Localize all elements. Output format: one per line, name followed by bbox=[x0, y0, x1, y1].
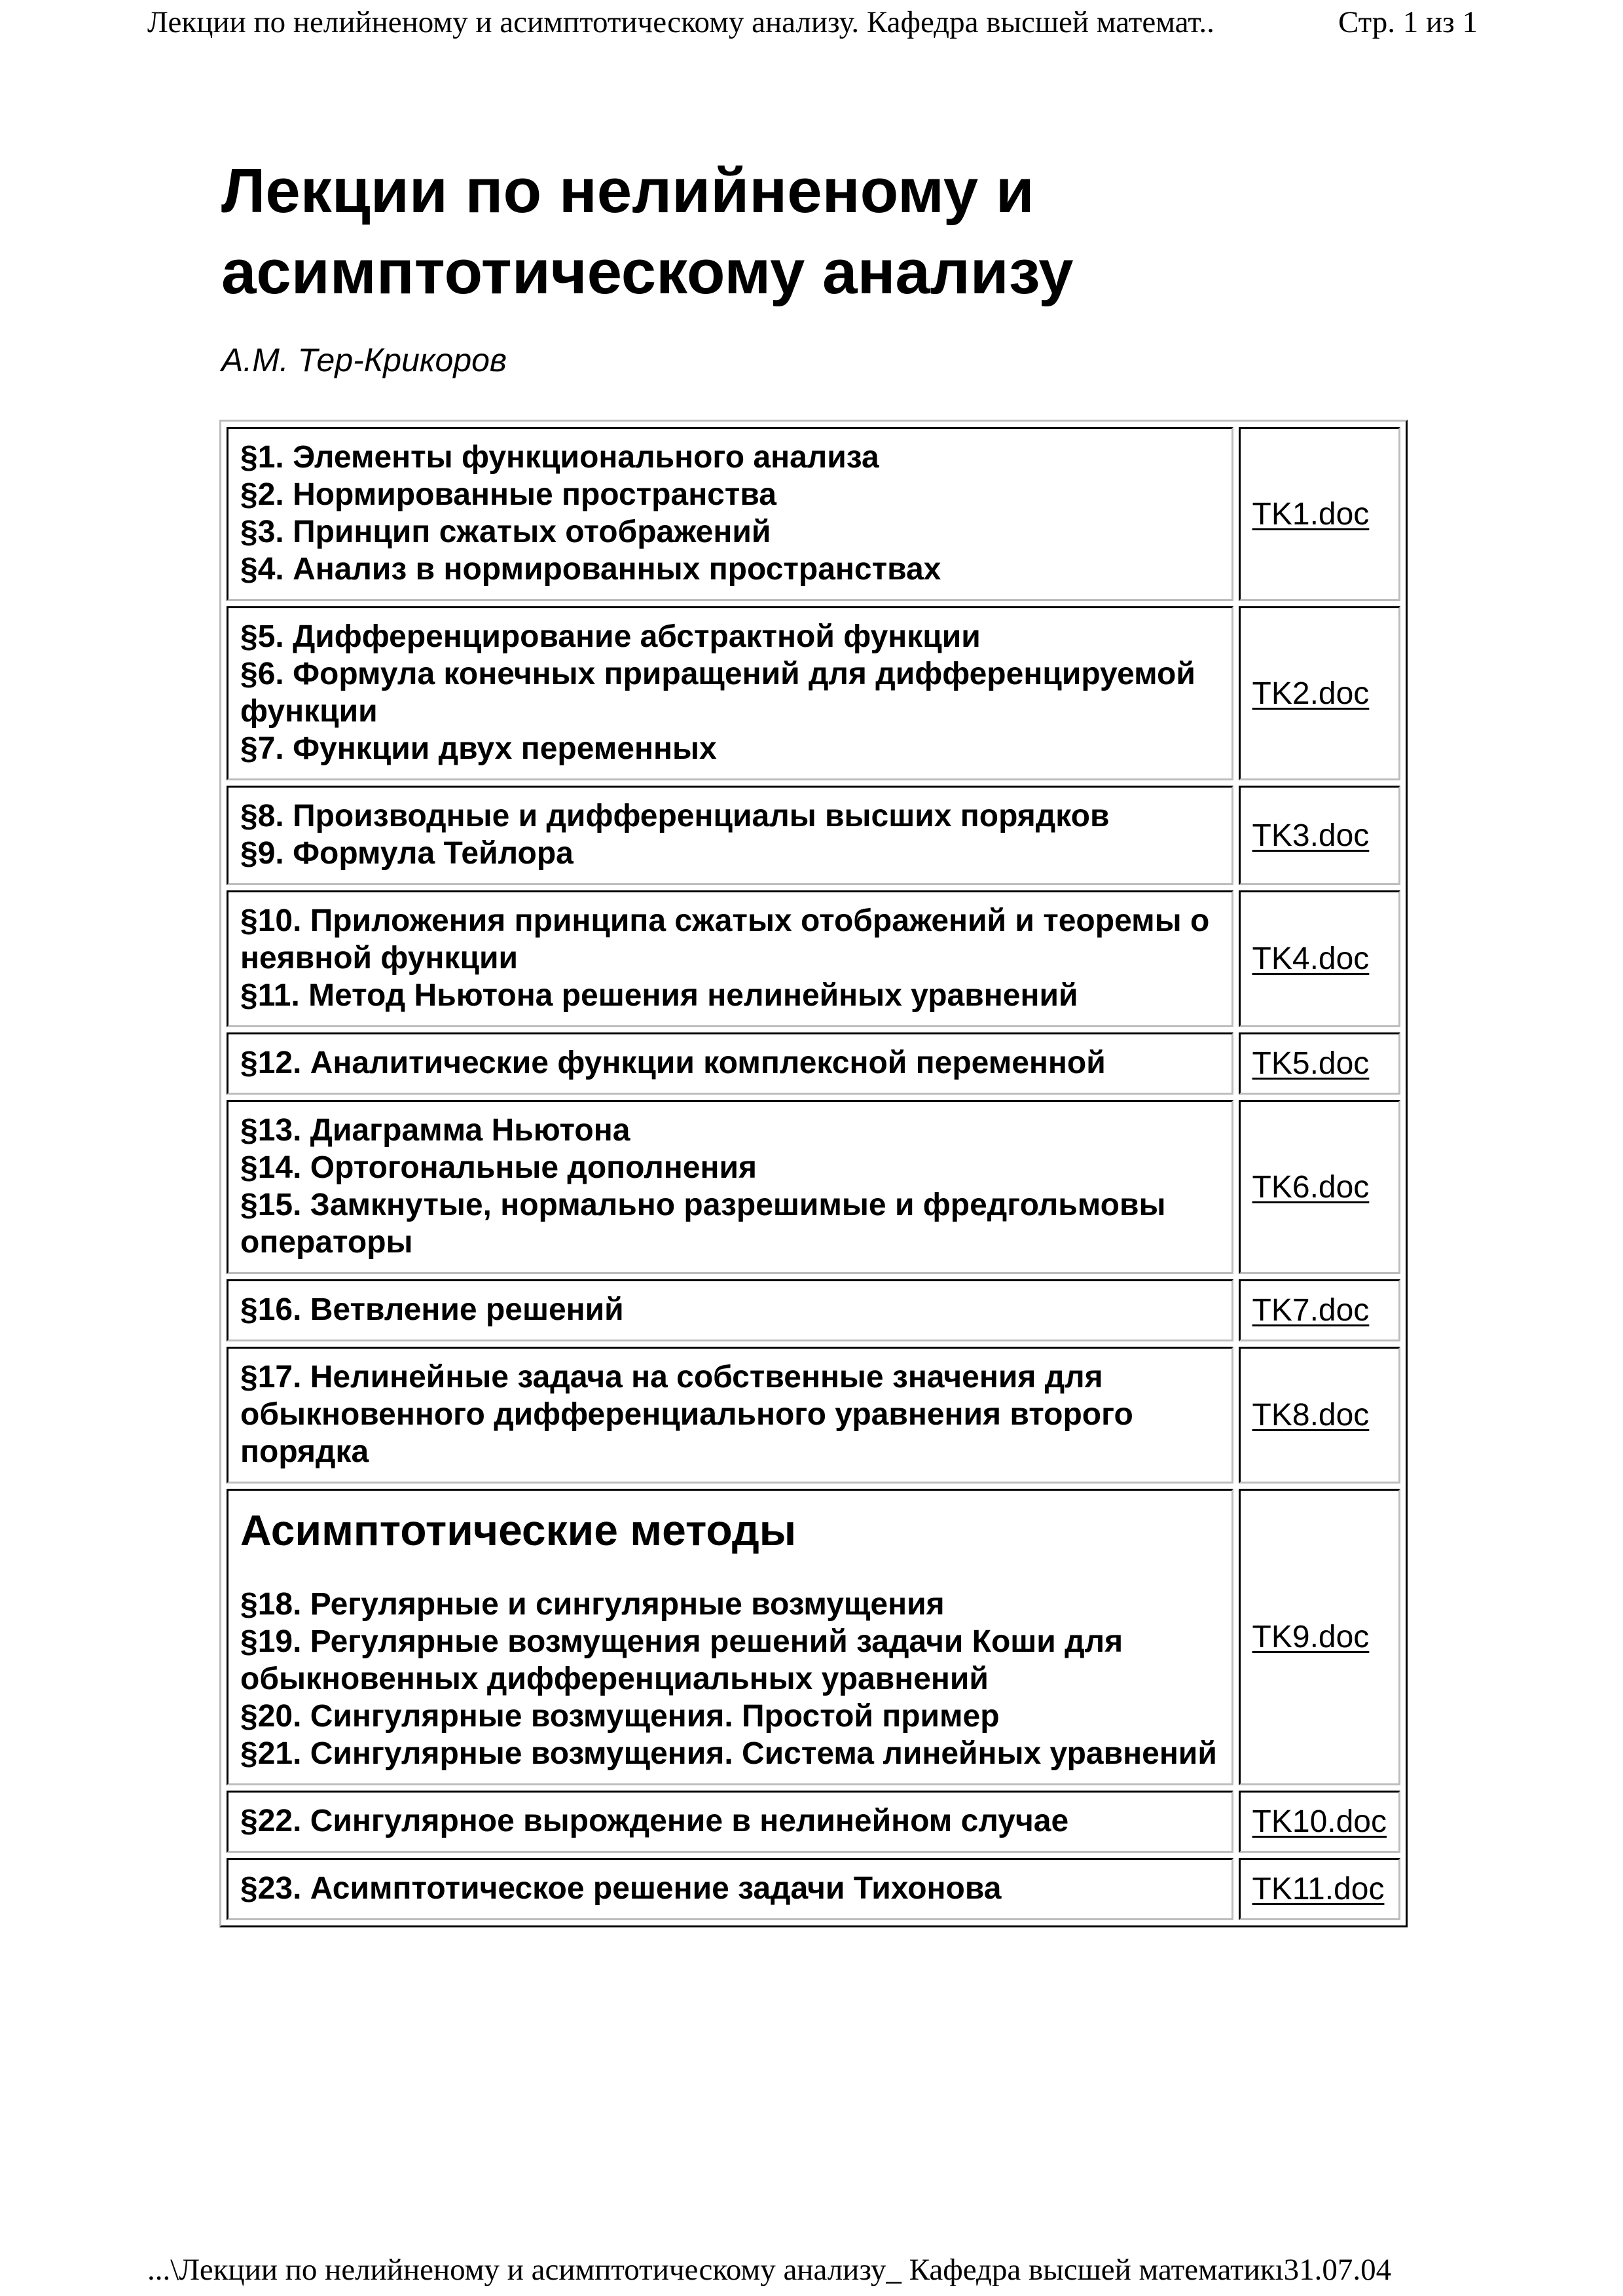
lecture-file-cell bbox=[1239, 606, 1400, 780]
lecture-row bbox=[227, 890, 1400, 1027]
lecture-topics-cell bbox=[227, 1100, 1233, 1274]
lecture-topic: §2. Нормированные пространства bbox=[240, 477, 776, 512]
lecture-topics-cell bbox=[227, 786, 1233, 885]
lecture-file-cell bbox=[1239, 1489, 1400, 1785]
lecture-topic: §3. Принцип сжатых отображений bbox=[240, 515, 771, 549]
lecture-file-cell bbox=[1239, 1100, 1400, 1274]
lecture-file-cell bbox=[1239, 1858, 1400, 1920]
lecture-topic: §14. Ортогональные дополнения bbox=[240, 1150, 757, 1185]
lecture-topics-cell bbox=[227, 1858, 1233, 1920]
lecture-row bbox=[227, 1347, 1400, 1484]
print-footer: ...\Лекции по нелийненому и асимптотическому анализу_ Кафедра высшей математикı31.07.04 bbox=[147, 2253, 1392, 2287]
lecture-file-link[interactable]: TK2.doc bbox=[1252, 676, 1370, 711]
lecture-file-cell bbox=[1239, 1791, 1400, 1853]
lecture-topic: §6. Формула конечных приращений для дифференцируемой функции bbox=[240, 657, 1195, 729]
lecture-row bbox=[227, 1100, 1400, 1274]
lecture-file-link[interactable]: TK5.doc bbox=[1252, 1046, 1370, 1081]
lecture-topic: §22. Сингулярное вырождение в нелинейном случае bbox=[240, 1804, 1069, 1838]
lecture-topic: §19. Регулярные возмущения решений задачи Коши для обыкновенных дифференциальных уравнений bbox=[240, 1624, 1123, 1696]
lecture-file-cell bbox=[1239, 1279, 1400, 1341]
lecture-row bbox=[227, 1858, 1400, 1920]
lecture-topic: §17. Нелинейные задача на собственные значения для обыкновенного дифференциального уравнения второго порядка bbox=[240, 1360, 1133, 1469]
lecture-file-link[interactable]: TK7.doc bbox=[1252, 1293, 1370, 1328]
lecture-topic: §15. Замкнутые, нормально разрешимые и фредгольмовы операторы bbox=[240, 1188, 1166, 1260]
lecture-topic: §7. Функции двух переменных bbox=[240, 731, 717, 766]
lecture-topic: §21. Сингулярные возмущения. Система линейных уравнений bbox=[240, 1736, 1217, 1771]
lecture-topic: §5. Дифференцирование абстрактной функции bbox=[240, 619, 981, 654]
lecture-topic: §8. Производные и дифференциалы высших порядков bbox=[240, 799, 1110, 833]
lecture-file-cell bbox=[1239, 890, 1400, 1027]
lecture-topic: §18. Регулярные и сингулярные возмущения bbox=[240, 1587, 945, 1622]
lecture-file-cell bbox=[1239, 786, 1400, 885]
lecture-row bbox=[227, 1032, 1400, 1095]
page-title: Лекции по нелийненому и асимптотическому анализу bbox=[221, 156, 1074, 307]
lecture-file-cell bbox=[1239, 1032, 1400, 1095]
lecture-topic: §4. Анализ в нормированных пространствах bbox=[240, 552, 941, 587]
lecture-topic: §16. Ветвление решений bbox=[240, 1292, 624, 1327]
lecture-topic: §20. Сингулярные возмущения. Простой пример bbox=[240, 1699, 1000, 1734]
lecture-topics-cell bbox=[227, 1032, 1233, 1095]
lecture-topic: §13. Диаграмма Ньютона bbox=[240, 1113, 630, 1148]
lecture-topics-cell bbox=[227, 606, 1233, 780]
lecture-file-link[interactable]: TK6.doc bbox=[1252, 1169, 1370, 1205]
lecture-row bbox=[227, 1279, 1400, 1341]
lecture-file-link[interactable]: TK10.doc bbox=[1252, 1804, 1387, 1839]
lecture-row bbox=[227, 1489, 1400, 1785]
lecture-topic: §9. Формула Тейлора bbox=[240, 836, 574, 871]
lecture-row bbox=[227, 1791, 1400, 1853]
lecture-topic: §10. Приложения принципа сжатых отображений и теоремы о неявной функции bbox=[240, 903, 1210, 975]
lecture-file-link[interactable]: TK3.doc bbox=[1252, 818, 1370, 853]
lecture-file-link[interactable]: TK11.doc bbox=[1252, 1872, 1385, 1906]
lecture-topic: §12. Аналитические функции комплексной переменной bbox=[240, 1046, 1106, 1080]
lecture-topics-cell bbox=[227, 1489, 1233, 1785]
section-heading: Асимптотические методы bbox=[240, 1506, 797, 1554]
lecture-topics-cell bbox=[227, 427, 1233, 601]
lecture-file-link[interactable]: TK9.doc bbox=[1252, 1620, 1370, 1654]
lecture-file-link[interactable]: TK4.doc bbox=[1252, 941, 1370, 976]
lecture-file-cell bbox=[1239, 427, 1400, 601]
lecture-row bbox=[227, 786, 1400, 885]
lecture-topics-cell bbox=[227, 890, 1233, 1027]
lecture-topics-cell bbox=[227, 1347, 1233, 1484]
print-header-title: Лекции по нелийненому и асимптотическому анализу. Кафедра высшей математ.. bbox=[147, 5, 1214, 39]
lecture-file-link[interactable]: TK8.doc bbox=[1252, 1398, 1370, 1432]
lecture-topics-cell bbox=[227, 1279, 1233, 1341]
lecture-file-cell bbox=[1239, 1347, 1400, 1484]
lecture-topic: §23. Асимптотическое решение задачи Тихонова bbox=[240, 1871, 1002, 1906]
lecture-row bbox=[227, 427, 1400, 601]
lectures-table-body bbox=[227, 427, 1400, 1920]
print-header-page-number: Стр. 1 из 1 bbox=[1338, 5, 1478, 39]
lecture-topics-cell bbox=[227, 1791, 1233, 1853]
lecture-file-link[interactable]: TK1.doc bbox=[1252, 496, 1370, 532]
lecture-topic: §11. Метод Ньютона решения нелинейных уравнений bbox=[240, 978, 1078, 1013]
lecture-topic: §1. Элементы функционального анализа bbox=[240, 440, 879, 475]
lecture-row bbox=[227, 606, 1400, 780]
author-name: А.М. Тер-Крикоров bbox=[221, 342, 507, 378]
lectures-table bbox=[219, 420, 1408, 1927]
